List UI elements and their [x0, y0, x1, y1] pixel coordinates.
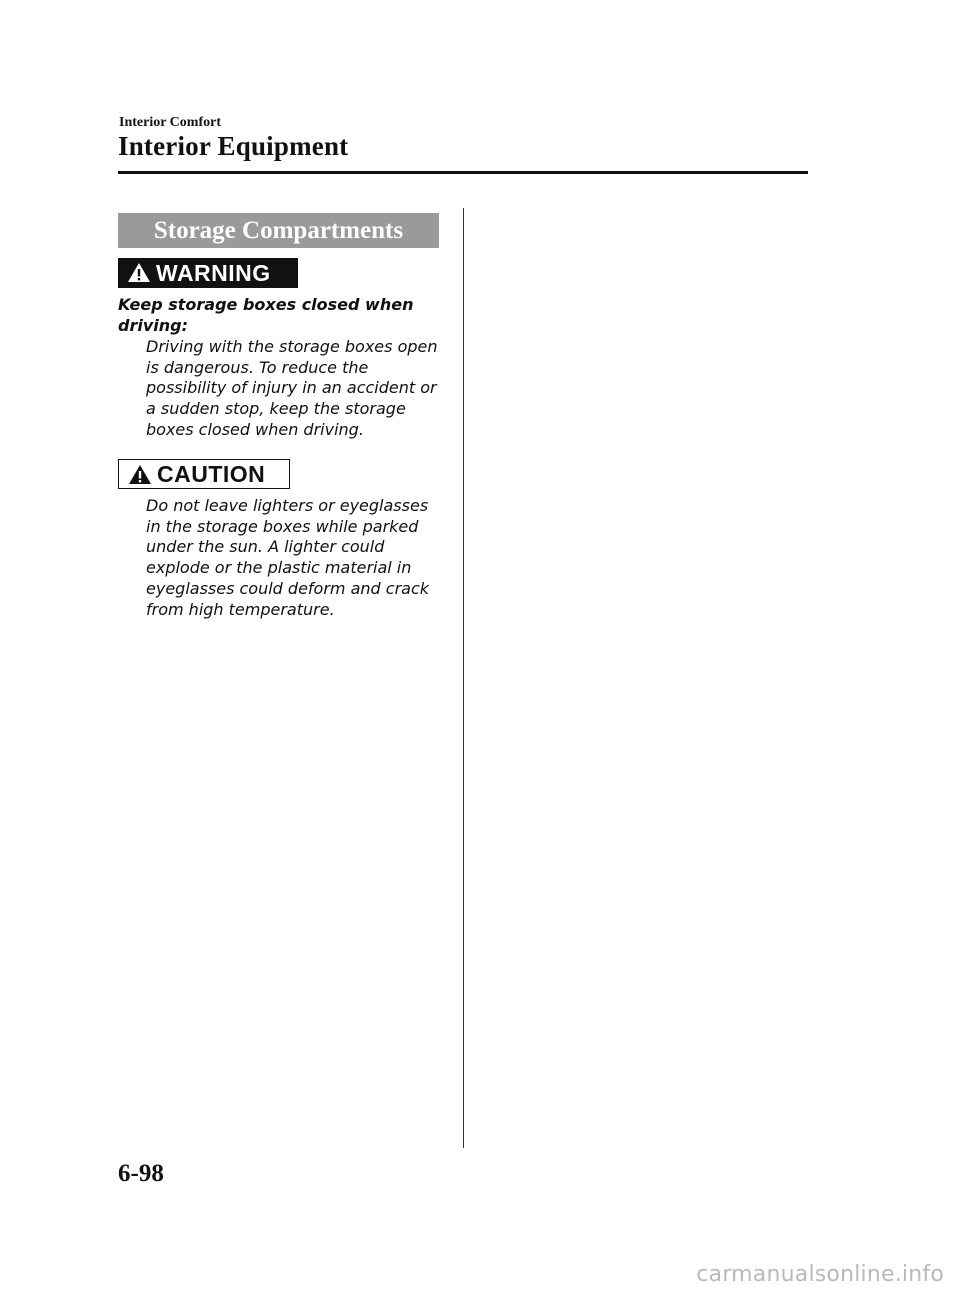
page-number: 6-98: [118, 1160, 164, 1187]
warning-triangle-icon: [127, 262, 151, 283]
warning-heading: Keep storage boxes closed when driving:: [118, 295, 414, 335]
caution-body: Do not leave lighters or eyeglasses in the storage boxes while parked under the sun. A lighter could explode or the plastic material in eyeglasses could deform and crack from high temperature.: [146, 496, 430, 619]
caution-label: [118, 459, 290, 489]
section-heading: Storage Compartments: [118, 213, 439, 248]
watermark: carmanualsonline.info: [696, 1262, 944, 1287]
caution-triangle-icon: [128, 464, 152, 485]
warning-body: Driving with the storage boxes open is dangerous. To reduce the possibility of injury in an accident or a sudden stop, keep the storage boxes closed when driving.: [146, 337, 438, 439]
warning-label-text: WARNING: [156, 259, 271, 286]
column-divider: [463, 208, 464, 1148]
page-title: Interior Equipment: [118, 131, 349, 161]
section-label: Interior Comfort: [119, 115, 221, 130]
warning-label: [118, 258, 298, 288]
caution-label-text: CAUTION: [157, 460, 266, 487]
header-divider: [118, 171, 808, 174]
